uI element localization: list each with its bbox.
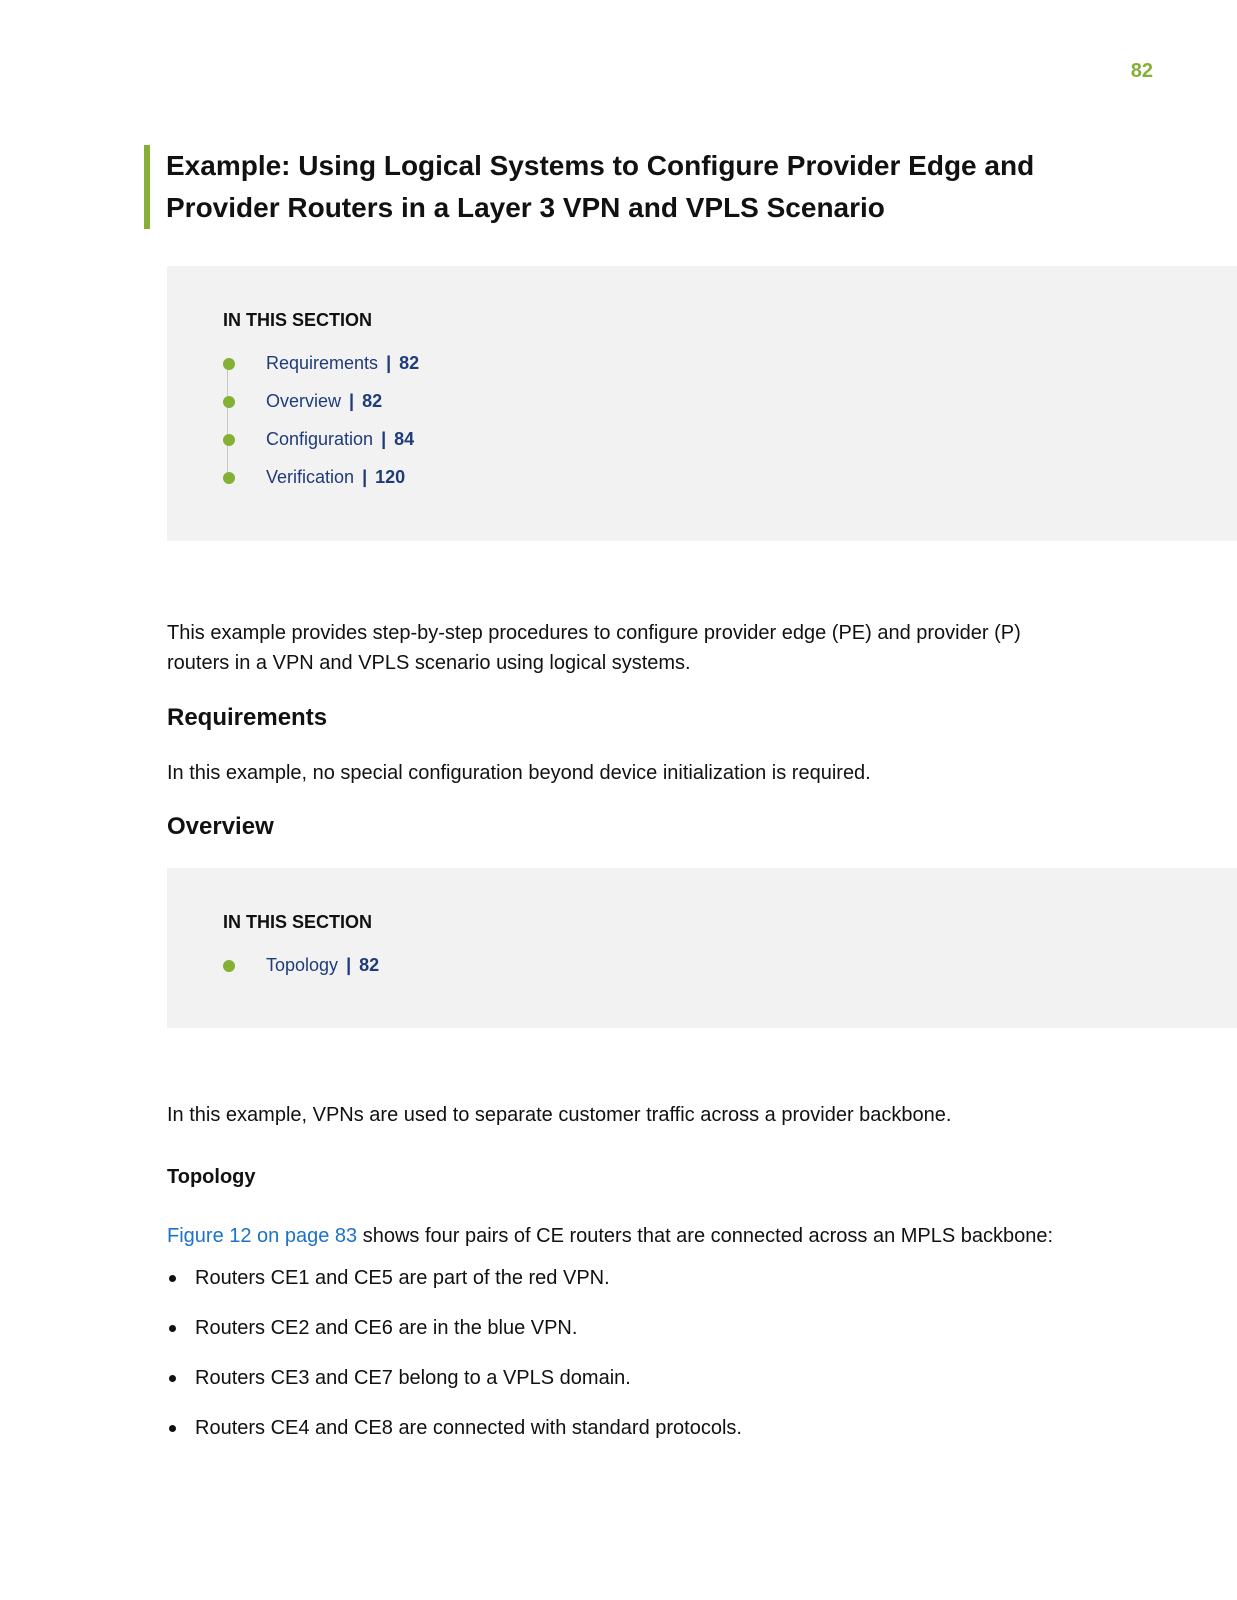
bullet-icon: [169, 1325, 176, 1332]
requirements-text: In this example, no special configuration beyond device initialization is required.: [167, 762, 871, 784]
toc-page-number[interactable]: 82: [362, 391, 383, 411]
toc-separator: |: [386, 353, 392, 373]
bullet-icon: [169, 1375, 176, 1382]
list-item-text: Routers CE2 and CE6 are in the blue VPN.: [195, 1317, 578, 1339]
toc-separator: |: [381, 429, 387, 449]
title-block: [144, 145, 1126, 229]
page-number: 82: [1130, 60, 1153, 82]
toc-page-number[interactable]: 82: [359, 955, 380, 975]
list-item-text: Routers CE1 and CE5 are part of the red VPN.: [195, 1267, 610, 1289]
topology-heading: Topology: [167, 1166, 256, 1188]
bullet-dot-icon: [223, 960, 235, 972]
figure-link[interactable]: Figure 12 on page 83: [167, 1225, 358, 1247]
bullet-dot-icon: [223, 358, 235, 370]
bullet-dot-icon: [223, 472, 235, 484]
toc-page-number[interactable]: 84: [394, 429, 415, 449]
toc-separator: |: [346, 955, 352, 975]
toc-box: [167, 266, 1237, 541]
bullet-dot-icon: [223, 434, 235, 446]
toc-separator: |: [362, 467, 368, 487]
toc-separator: |: [349, 391, 355, 411]
intro-paragraph: This example provides step-by-step procedures to configure provider edge (PE) and provider (P) routers in a VPN and VPLS scenario using logical systems.: [167, 622, 1021, 674]
list-item: [167, 1313, 742, 1363]
topology-bullet-list: [167, 1263, 742, 1463]
topology-text: shows four pairs of CE routers that are connected across an MPLS backbone:: [357, 1225, 1054, 1247]
overview-heading: Overview: [167, 813, 274, 840]
overview-toc-box: [167, 868, 1237, 1028]
toc-page-number[interactable]: 120: [375, 467, 406, 487]
bullet-icon: [169, 1425, 176, 1432]
toc-heading: IN THIS SECTION: [223, 310, 373, 330]
list-item: [167, 1413, 742, 1463]
toc-page-number[interactable]: 82: [399, 353, 420, 373]
toc-item-label[interactable]: Overview: [266, 391, 342, 411]
bullet-dot-icon: [223, 396, 235, 408]
page-title: Example: Using Logical Systems to Configure Provider Edge and Provider Routers in a Layer 3 VPN and VPLS Scenario: [166, 150, 1035, 223]
bullet-icon: [169, 1275, 176, 1282]
toc-item-label[interactable]: Topology: [266, 955, 339, 975]
requirements-heading: Requirements: [167, 704, 328, 731]
list-item: [167, 1263, 742, 1313]
topology-paragraph: [167, 1221, 1087, 1251]
toc-item-label[interactable]: Requirements: [266, 353, 379, 373]
toc-item-label[interactable]: Configuration: [266, 429, 374, 449]
list-item: [167, 1363, 742, 1413]
toc-item-label[interactable]: Verification: [266, 467, 355, 487]
list-item-text: Routers CE4 and CE8 are connected with standard protocols.: [195, 1417, 742, 1439]
toc-connector-line: [227, 358, 228, 472]
toc-heading: IN THIS SECTION: [223, 912, 373, 932]
overview-text: In this example, VPNs are used to separate customer traffic across a provider backbone.: [167, 1104, 952, 1126]
list-item-text: Routers CE3 and CE7 belong to a VPLS domain.: [195, 1367, 631, 1389]
